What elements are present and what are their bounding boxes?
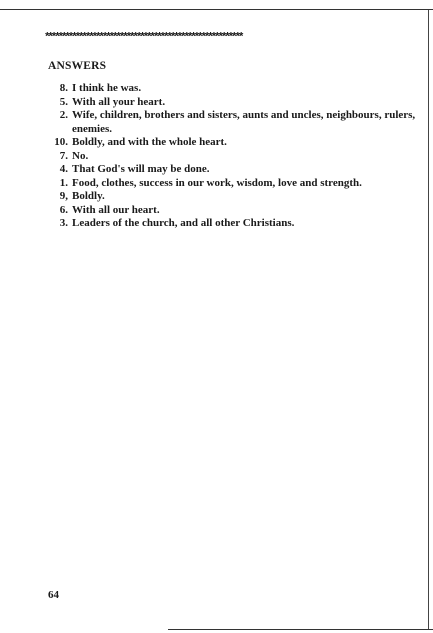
answer-item — [0, 136, 433, 150]
answer-number: 6. — [59, 203, 68, 216]
answers-heading: ANSWERS — [48, 60, 107, 72]
bottom-edge-line — [168, 629, 433, 630]
answer-text: Leaders of the church, and all other Christians. — [72, 217, 295, 229]
answer-number: 8. — [59, 82, 68, 94]
answer-text: Food, clothes, success in our work, wisdom, love and strength. — [72, 176, 362, 189]
answer-number: 1. — [59, 176, 68, 189]
answer-text: With all your heart. — [72, 95, 166, 108]
asterisk-separator: ********************************************************** — [44, 32, 242, 44]
answer-number: 4. — [59, 163, 68, 175]
answer-number: 10. — [54, 136, 68, 148]
answer-number: 3. — [59, 217, 68, 229]
answer-item — [0, 190, 433, 204]
answer-number: 7. — [59, 149, 68, 162]
answer-item — [0, 150, 433, 164]
answer-number: 5. — [59, 95, 68, 108]
answer-text: Boldly. — [72, 190, 105, 202]
answer-item — [0, 109, 433, 136]
answer-item — [0, 82, 433, 96]
top-edge-line — [0, 9, 433, 10]
answer-list — [0, 82, 433, 231]
answer-text: I think he was. — [72, 82, 142, 94]
answer-item — [0, 177, 433, 191]
answer-text: No. — [72, 149, 89, 162]
answer-text: Boldly, and with the whole heart. — [72, 136, 227, 148]
answer-text: Wife, children, brothers and sisters, aunts and uncles, neighbours, rulers, enemies. — [72, 109, 416, 135]
answer-number: 2. — [59, 109, 68, 121]
answer-item — [0, 163, 433, 177]
answer-item — [0, 217, 433, 231]
answer-text: With all our heart. — [72, 203, 160, 216]
answer-item — [0, 96, 433, 110]
answer-item — [0, 204, 433, 218]
page-number: 64 — [48, 589, 59, 601]
answer-text: That God's will may be done. — [72, 163, 210, 175]
answer-number: 9, — [59, 190, 68, 202]
